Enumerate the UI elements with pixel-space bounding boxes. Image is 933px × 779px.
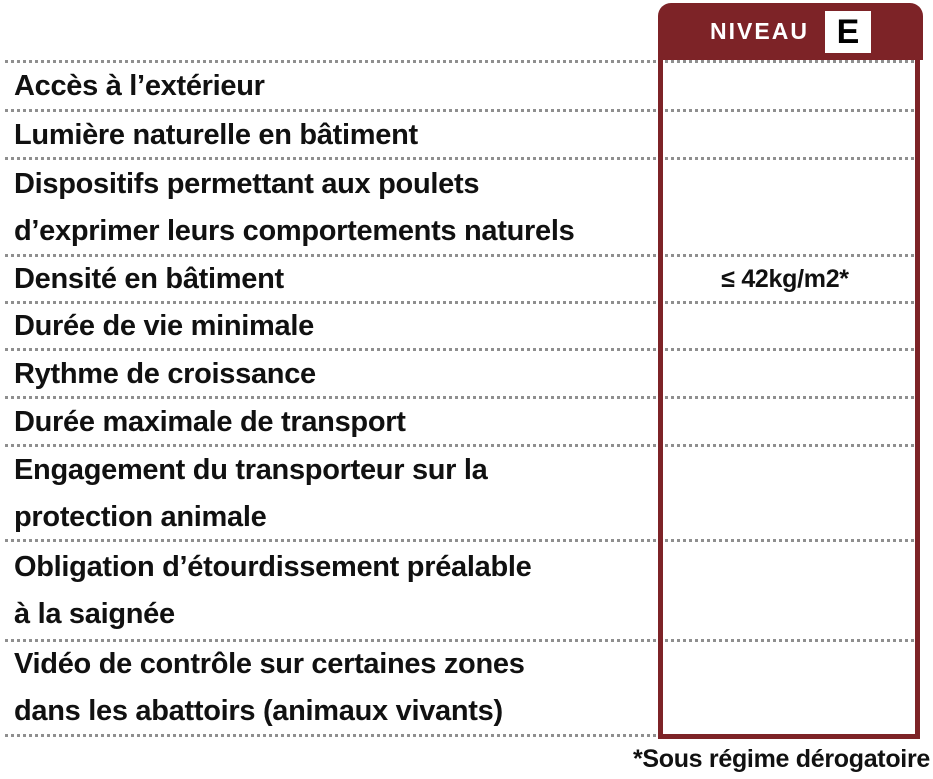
criterion-value-cell — [654, 303, 916, 350]
criterion-value-cell — [654, 159, 916, 256]
criterion-label — [5, 256, 654, 303]
criterion-label — [5, 159, 654, 256]
criterion-label-line: Engagement du transporteur sur la — [14, 453, 488, 486]
niveau-label: NIVEAU — [710, 18, 809, 44]
criterion-label — [5, 641, 654, 734]
criterion-value-cell — [654, 62, 916, 111]
criterion-label-line: Densité en bâtiment — [14, 263, 284, 295]
criterion-label — [5, 303, 654, 350]
table-row — [5, 641, 916, 734]
table-row — [5, 62, 916, 111]
level-letter-badge — [825, 11, 871, 53]
criterion-label — [5, 446, 654, 541]
table-row — [5, 446, 916, 541]
criterion-label-line: Vidéo de contrôle sur certaines zones — [14, 647, 525, 680]
table-row — [5, 159, 916, 256]
criterion-label — [5, 541, 654, 641]
rows — [5, 62, 916, 737]
criterion-label-line: dans les abattoirs (animaux vivants) — [14, 694, 503, 727]
criterion-value-cell — [654, 398, 916, 446]
criterion-label-line: Dispositifs permettant aux poulets — [14, 167, 480, 200]
criterion-label — [5, 350, 654, 398]
criterion-label — [5, 398, 654, 446]
table-row — [5, 541, 916, 641]
table-row — [5, 303, 916, 350]
niveau-header — [658, 3, 923, 60]
criterion-label-line: Lumière naturelle en bâtiment — [14, 118, 418, 151]
criterion-value-cell — [654, 350, 916, 398]
criterion-value-cell — [654, 446, 916, 541]
criterion-label-line: Rythme de croissance — [14, 357, 316, 390]
criterion-label-line: Obligation d’étourdissement préalable — [14, 551, 532, 583]
level-letter: E — [836, 12, 860, 51]
criterion-label-line: protection animale — [14, 500, 267, 533]
criterion-label-line: Accès à l’extérieur — [14, 70, 265, 102]
footnote: *Sous régime dérogatoire — [632, 745, 930, 773]
table-row — [5, 111, 916, 159]
criterion-label — [5, 111, 654, 159]
criterion-label-line: Durée maximale de transport — [14, 405, 406, 438]
criterion-value-cell — [654, 641, 916, 734]
criterion-label-line: Durée de vie minimale — [14, 310, 314, 342]
criterion-value-cell — [654, 541, 916, 641]
criterion-value-cell — [654, 256, 916, 303]
table-row — [5, 398, 916, 446]
table-bottom-line — [5, 734, 916, 737]
criterion-value: ≤ 42kg/m2* — [721, 265, 849, 293]
criterion-label-line: à la saignée — [14, 598, 175, 630]
table-row — [5, 350, 916, 398]
table-row — [5, 256, 916, 303]
criterion-value-cell — [654, 111, 916, 159]
criterion-label-line: d’exprimer leurs comportements naturels — [14, 214, 575, 247]
criterion-label — [5, 62, 654, 111]
